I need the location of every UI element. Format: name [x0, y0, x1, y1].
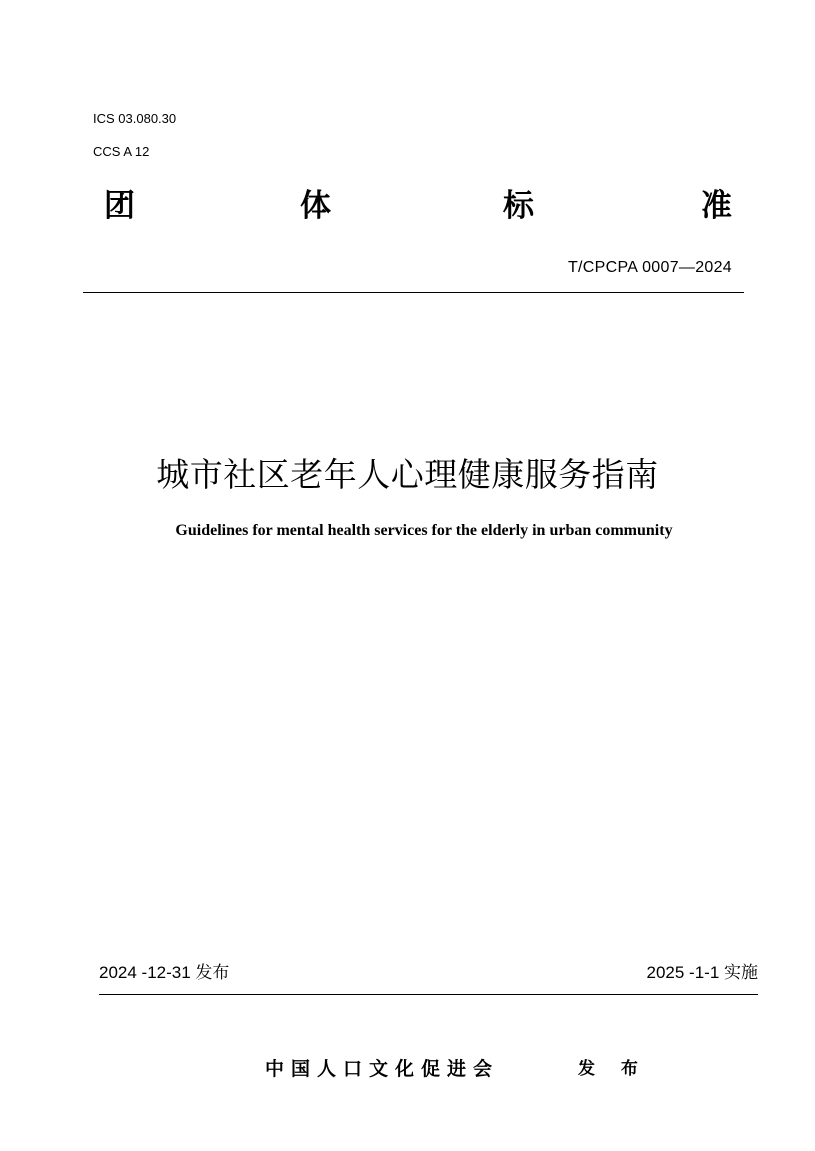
- publisher-name: 中国人口文化促进会: [265, 1058, 500, 1080]
- document-title: 城市社区老年人心理健康服务指南: [156, 455, 659, 494]
- standard-type-char: 准: [701, 188, 732, 224]
- standard-type-char: 体: [300, 188, 331, 224]
- header-divider: [83, 292, 744, 293]
- ccs-code: CCS A 12: [93, 144, 150, 159]
- standard-type-char: 团: [104, 188, 135, 224]
- ics-code: ICS 03.080.30: [93, 111, 177, 126]
- footer-divider: [99, 994, 758, 995]
- implementation-date: 2025 -1-1 实施: [646, 963, 758, 982]
- document-subtitle: Guidelines for mental health services for the elderly in urban community: [175, 522, 673, 539]
- publish-label: 发 布: [578, 1059, 648, 1079]
- standard-number: T/CPCPA 0007—2024: [567, 259, 732, 276]
- standard-type-char: 标: [503, 188, 534, 224]
- issue-date: 2024 -12-31 发布: [99, 963, 230, 982]
